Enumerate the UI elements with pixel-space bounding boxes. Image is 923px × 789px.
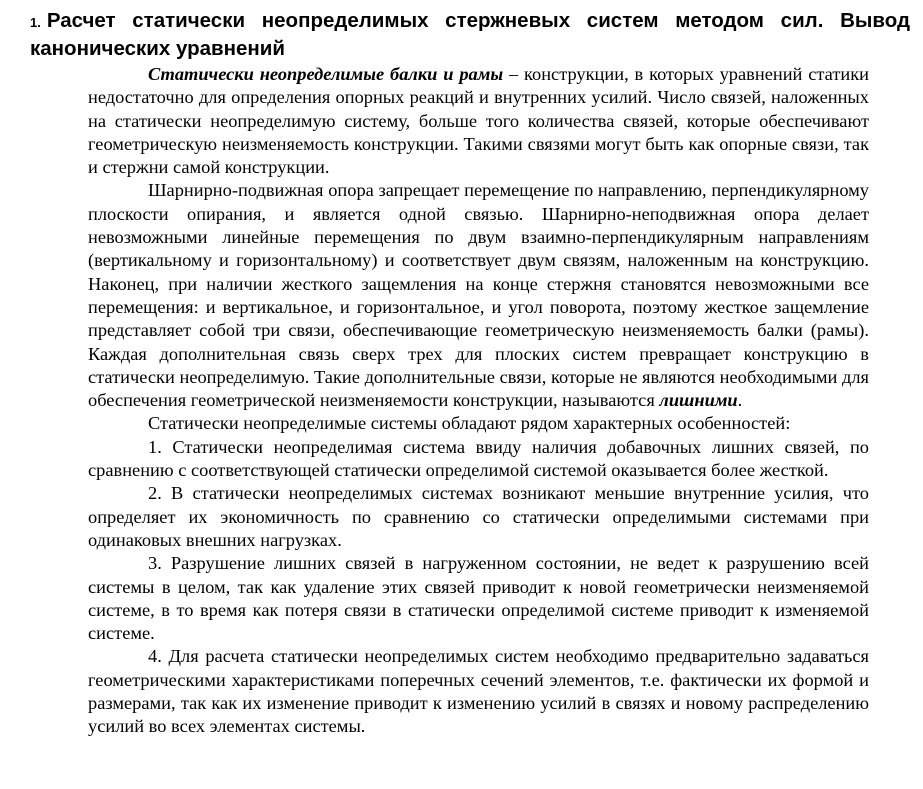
paragraph-supports [88,179,869,412]
paragraph-text: Шарнирно-подвижная опора запрещает перемещение по направлению, перпендикулярному плоскости опирания, и является одной связью. Шарнирно-неподвижная опора делает невозможными линейные перемещения по двум взаимно-перпендикулярным направлениям (вертикальному и горизонтальному) и соответствует двум связям, наложенным на конструкцию. Наконец, при наличии жесткого защемления на конце стержня становятся невозможными все перемещения: и вертикальное, и горизонтальное, и угол поворота, поэтому жесткое защемление представляет собой три связи, обеспечивающие геометрическую неизменяемость балки (рамы). Каждая дополнительная связь сверх трех для плоских систем превращает конструкцию в статически неопределимую. Такие дополнительные связи, которые не являются необходимыми для обеспечения геометрической неизменяемости конструкции, называются [88,180,869,411]
paragraph-tail: . [737,390,743,411]
defined-term: Статически неопределимые балки и рамы [148,64,504,84]
paragraph-text: 2. В статически неопределимых системах возникают меньшие внутренние усилия, что определяет их экономичность по сравнению со статически определимыми системами при одинаковых внешних нагрузках. [88,483,869,550]
paragraph-text: 1. Статически неопределимая система ввиду наличия добавочных лишних связей, по сравнению с соответствующей статически определимой системой оказывается более жесткой. [88,436,869,481]
list-item-1 [88,436,869,483]
list-item-2 [88,482,869,552]
document-body [88,63,869,739]
list-item-4 [88,645,869,738]
section-title: Расчет статически неопределимых стержневых систем методом сил. Вывод канонических уравнений [30,9,910,60]
section-heading [30,8,910,62]
paragraph-text: 4. Для расчета статически неопределимых систем необходимо предварительно задаваться геометрическими характеристиками поперечных сечений элементов, т.е. фактически их формой и размерами, так как их изменение приводит к изменению усилий в связях и новому распределению усилий во всех элементах системы. [88,646,869,737]
paragraph-text: Статически неопределимые системы обладают рядом характерных особенностей: [148,413,791,434]
list-item-3 [88,552,869,645]
paragraph-definition [88,63,869,179]
section-number: 1. [30,15,41,30]
defined-term: лишними [659,390,738,411]
paragraph-features-intro [88,412,869,435]
paragraph-text: 3. Разрушение лишних связей в нагруженном состоянии, не ведет к разрушению всей системы в целом, так как удаление этих связей приводит к новой геометрически неизменяемой системе, в то время как потеря связи в статически определимой системе приводит к изменяемой системе. [88,553,869,644]
paragraph-text: – конструкции, в которых уравнений статики недостаточно для определения опорных реакций и внутренних усилий. Число связей, наложенных на статически неопределимую систему, больше того количества связей, которые обеспечивают геометрическую неизменяемость конструкции. Такими связями могут быть как опорные связи, так и стержни самой конструкции. [88,64,870,178]
